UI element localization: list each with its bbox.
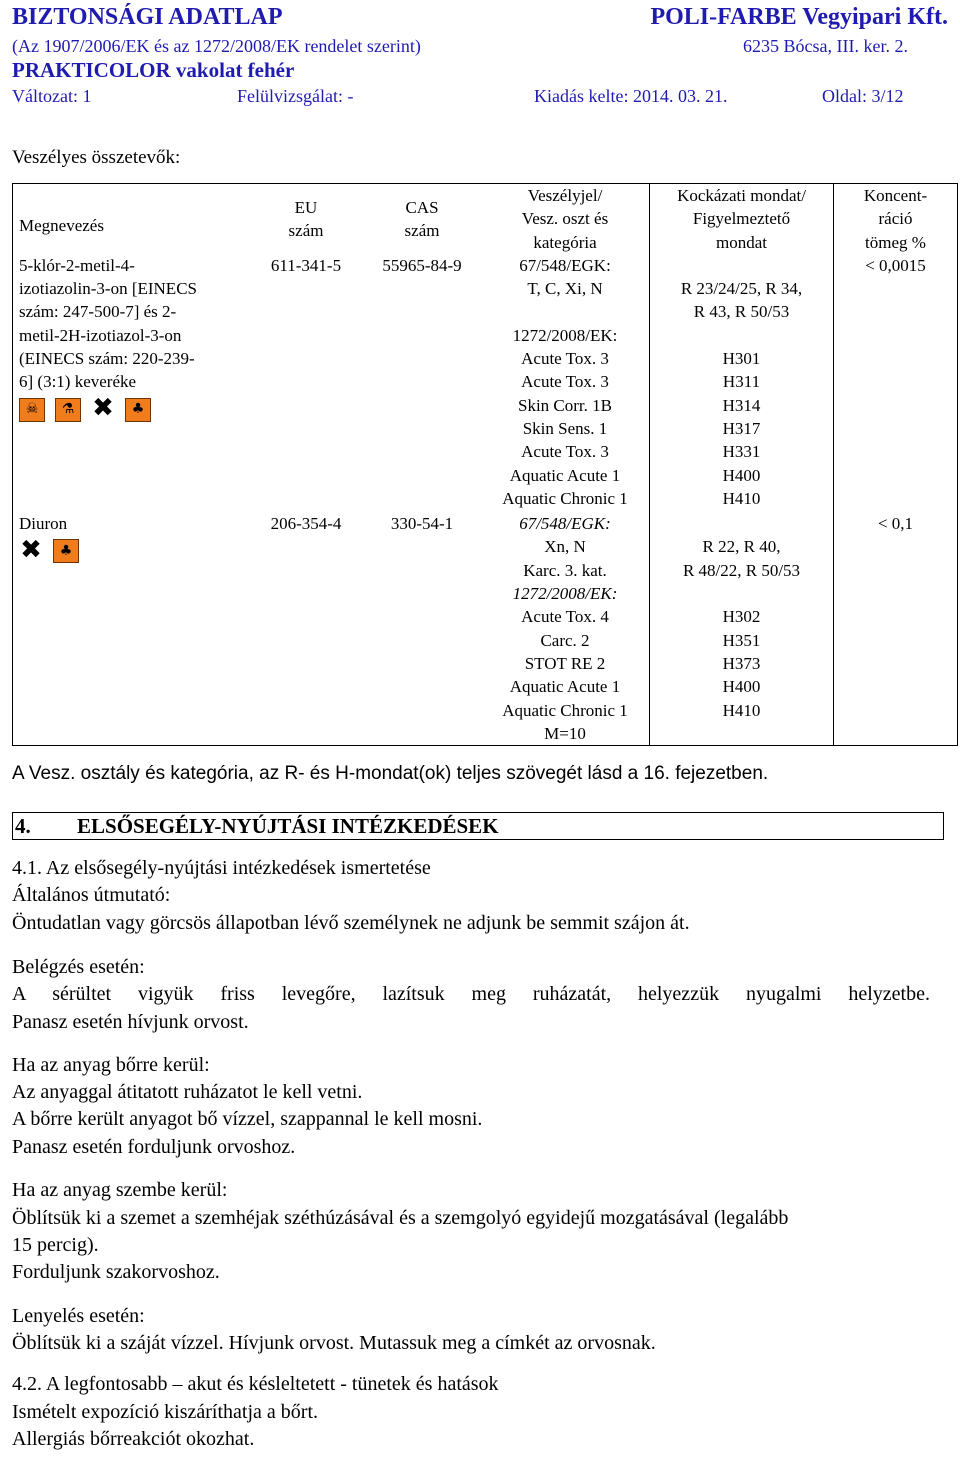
name-line: szám: 247-500-7] és 2- xyxy=(19,302,177,322)
header-cas-line: CAS xyxy=(405,197,439,217)
component-name xyxy=(13,510,250,745)
eye-heading: Ha az anyag szembe kerül: xyxy=(12,1179,228,1201)
table-header-row xyxy=(13,184,958,254)
components-table xyxy=(12,183,958,746)
subsection-4-1: 4.1. Az elsősegély-nyújtási intézkedések ismertetése xyxy=(12,857,431,879)
class-line: Acute Tox. 4 xyxy=(521,607,609,627)
phrase-line xyxy=(654,324,829,347)
phrase-line: H410 xyxy=(722,488,761,508)
section-number: 4. xyxy=(15,814,31,838)
class-line: Aquatic Acute 1 xyxy=(509,677,621,697)
version-row xyxy=(12,86,948,110)
hazard-pictograms xyxy=(19,534,245,565)
table-row xyxy=(13,254,958,510)
skin-heading: Ha az anyag bőrre kerül: xyxy=(12,1054,210,1076)
phrase-line: H301 xyxy=(722,349,761,369)
class-line: 1272/2008/EK: xyxy=(512,584,618,604)
header-conc-line: tömeg % xyxy=(865,232,926,252)
phrase-line: H314 xyxy=(722,395,761,415)
header-class-line: Vesz. oszt és xyxy=(521,209,609,229)
ingestion-heading: Lenyelés esetén: xyxy=(12,1305,145,1327)
class-line: STOT RE 2 xyxy=(524,653,606,673)
company-address: 6235 Bócsa, III. ker. 2. xyxy=(743,36,908,56)
phrase-line: H400 xyxy=(722,465,761,485)
eu-number: 206-354-4 xyxy=(249,510,363,745)
header-eu-line: szám xyxy=(288,220,324,240)
header-eu-line: EU xyxy=(294,197,318,217)
component-name xyxy=(13,254,250,510)
name-line: metil-2H-izotiazol-3-on xyxy=(19,325,182,345)
ingestion-text: Öblítsük ki a száját vízzel. Hívjunk orvost. Mutassuk meg a címkét az orvosnak. xyxy=(12,1332,656,1354)
skin-text: Panasz esetén forduljunk orvoshoz. xyxy=(12,1136,296,1158)
class-line: Acute Tox. 3 xyxy=(521,372,609,392)
class-line: Aquatic Chronic 1 xyxy=(502,488,628,508)
phrase-line: H311 xyxy=(722,372,761,392)
header-name: Megnevezés xyxy=(13,184,250,254)
inhalation-text: Panasz esetén hívjunk orvost. xyxy=(12,1011,249,1033)
environment-icon: ♣ xyxy=(125,398,151,422)
inhalation-text: A sérültet vigyük friss levegőre, lazítsuk meg ruházatát, helyezzük nyugalmi helyzetbe. xyxy=(12,983,930,1005)
cas-number: 55965-84-9 xyxy=(382,255,462,275)
header-conc xyxy=(834,184,958,254)
class-line: Acute Tox. 3 xyxy=(521,442,609,462)
cas-number: 330-54-1 xyxy=(363,510,481,745)
header-row-1 xyxy=(12,4,948,31)
class-line: Skin Corr. 1B xyxy=(518,395,612,415)
table-row xyxy=(13,510,958,745)
class-line: Aquatic Acute 1 xyxy=(509,465,621,485)
class-line: Xn, N xyxy=(544,537,586,557)
environment-icon: ♣ xyxy=(53,539,79,563)
phrase-line xyxy=(654,512,829,535)
header-eu xyxy=(249,184,363,254)
toxic-icon: ☠ xyxy=(19,398,45,422)
inhalation-heading: Belégzés esetén: xyxy=(12,956,145,978)
phrase-line: R 23/24/25, R 34, xyxy=(680,279,803,299)
header-class-line: Veszélyjel/ xyxy=(527,186,603,205)
harmful-icon: ✖ xyxy=(92,393,114,424)
regulation-text: (Az 1907/2006/EK és az 1272/2008/EK rendelet szerint) xyxy=(12,36,421,56)
header-row-2 xyxy=(12,36,948,57)
header-phrases-line: mondat xyxy=(716,232,767,252)
header-class-line: kategória xyxy=(533,232,597,252)
class-line: M=10 xyxy=(544,723,586,743)
corrosive-icon: ⚗ xyxy=(55,398,81,422)
phrase-line: H317 xyxy=(722,418,761,438)
hazard-pictograms xyxy=(19,393,245,424)
header-phrases xyxy=(650,184,834,254)
header-cas xyxy=(363,184,481,254)
skin-text: A bőrre került anyagot bő vízzel, szappannal le kell mosni. xyxy=(12,1108,483,1130)
product-name: PRAKTICOLOR vakolat fehér xyxy=(12,58,295,82)
symptom-text: Allergiás bőrreakciót okozhat. xyxy=(12,1428,255,1450)
name-line: 6] (3:1) keveréke xyxy=(19,372,137,392)
header-row-3 xyxy=(12,58,948,83)
class-line: Aquatic Chronic 1 xyxy=(502,700,628,720)
class-line: T, C, Xi, N xyxy=(527,279,603,299)
document-title: BIZTONSÁGI ADATLAP xyxy=(12,4,283,30)
section-4-heading xyxy=(12,812,944,840)
symptom-text: Ismételt expozíció kiszáríthatja a bőrt. xyxy=(12,1401,318,1423)
components-title: Veszélyes összetevők: xyxy=(12,147,181,168)
phrase-line: R 22, R 40, xyxy=(702,537,781,557)
skin-text: Az anyaggal átitatott ruházatot le kell vetni. xyxy=(12,1081,363,1103)
header-phrases-line: Kockázati mondat/ xyxy=(677,186,806,205)
name-line: izotiazolin-3-on [EINECS xyxy=(19,279,197,299)
subsection-4-2: 4.2. A legfontosabb – akut és késleltetett - tünetek és hatások xyxy=(12,1373,499,1395)
phrase-line: R 48/22, R 50/53 xyxy=(682,560,801,580)
hazard-phrases xyxy=(650,254,834,510)
name-line: Diuron xyxy=(19,514,68,534)
eu-number: 611-341-5 xyxy=(270,255,342,275)
revision: Felülvizsgálat: - xyxy=(237,86,354,106)
header-class xyxy=(481,184,650,254)
class-line xyxy=(485,300,645,323)
header-phrases-line: Figyelmeztető xyxy=(692,209,791,229)
phrase-line: H400 xyxy=(722,677,761,697)
phrase-line: H410 xyxy=(722,700,761,720)
concentration: < 0,0015 xyxy=(834,254,958,510)
version: Változat: 1 xyxy=(12,86,92,106)
phrase-line xyxy=(654,254,829,277)
class-line: Carc. 2 xyxy=(540,630,590,650)
general-heading: Általános útmutató: xyxy=(12,884,171,906)
class-line: Skin Sens. 1 xyxy=(522,418,608,438)
harmful-icon: ✖ xyxy=(20,534,42,565)
phrase-line: H373 xyxy=(722,653,761,673)
hazard-phrases xyxy=(650,510,834,745)
name-line: (EINECS szám: 220-239- xyxy=(19,349,195,369)
issue-date: Kiadás kelte: 2014. 03. 21. xyxy=(534,86,728,106)
name-line: 5-klór-2-metil-4- xyxy=(19,255,135,275)
phrase-line: R 43, R 50/53 xyxy=(693,302,790,322)
class-line: Karc. 3. kat. xyxy=(523,560,607,580)
phrase-line: H302 xyxy=(722,607,761,627)
hazard-class xyxy=(481,510,650,745)
page-number: Oldal: 3/12 xyxy=(822,86,904,106)
class-line: Acute Tox. 3 xyxy=(521,349,609,369)
phrase-line: H351 xyxy=(722,630,761,650)
header-conc-line: Koncent- xyxy=(863,186,928,205)
phrase-line: H331 xyxy=(722,442,761,462)
eye-text: Öblítsük ki a szemet a szemhéjak széthúzásával és a szemgolyó egyidejű mozgatásával (legalább xyxy=(12,1207,789,1229)
header-conc-line: ráció xyxy=(878,209,913,229)
general-text: Öntudatlan vagy görcsös állapotban lévő személynek ne adjunk be semmit szájon át. xyxy=(12,912,690,934)
eye-text: Forduljunk szakorvoshoz. xyxy=(12,1261,220,1283)
eye-text: 15 percig). xyxy=(12,1234,99,1256)
phrase-line xyxy=(654,582,829,605)
header-cas-line: szám xyxy=(404,220,440,240)
company-name: POLI-FARBE Vegyipari Kft. xyxy=(650,4,948,30)
concentration: < 0,1 xyxy=(834,510,958,745)
section-title: ELSŐSEGÉLY-NYÚJTÁSI INTÉZKEDÉSEK xyxy=(77,814,499,838)
hazard-class xyxy=(481,254,650,510)
class-line: 67/548/EGK: xyxy=(519,255,611,275)
class-line: 1272/2008/EK: xyxy=(512,325,618,345)
table-note: A Vesz. osztály és kategória, az R- és H-mondat(ok) teljes szövegét lásd a 16. fejezetben. xyxy=(12,763,769,784)
class-line: 67/548/EGK: xyxy=(519,514,611,534)
